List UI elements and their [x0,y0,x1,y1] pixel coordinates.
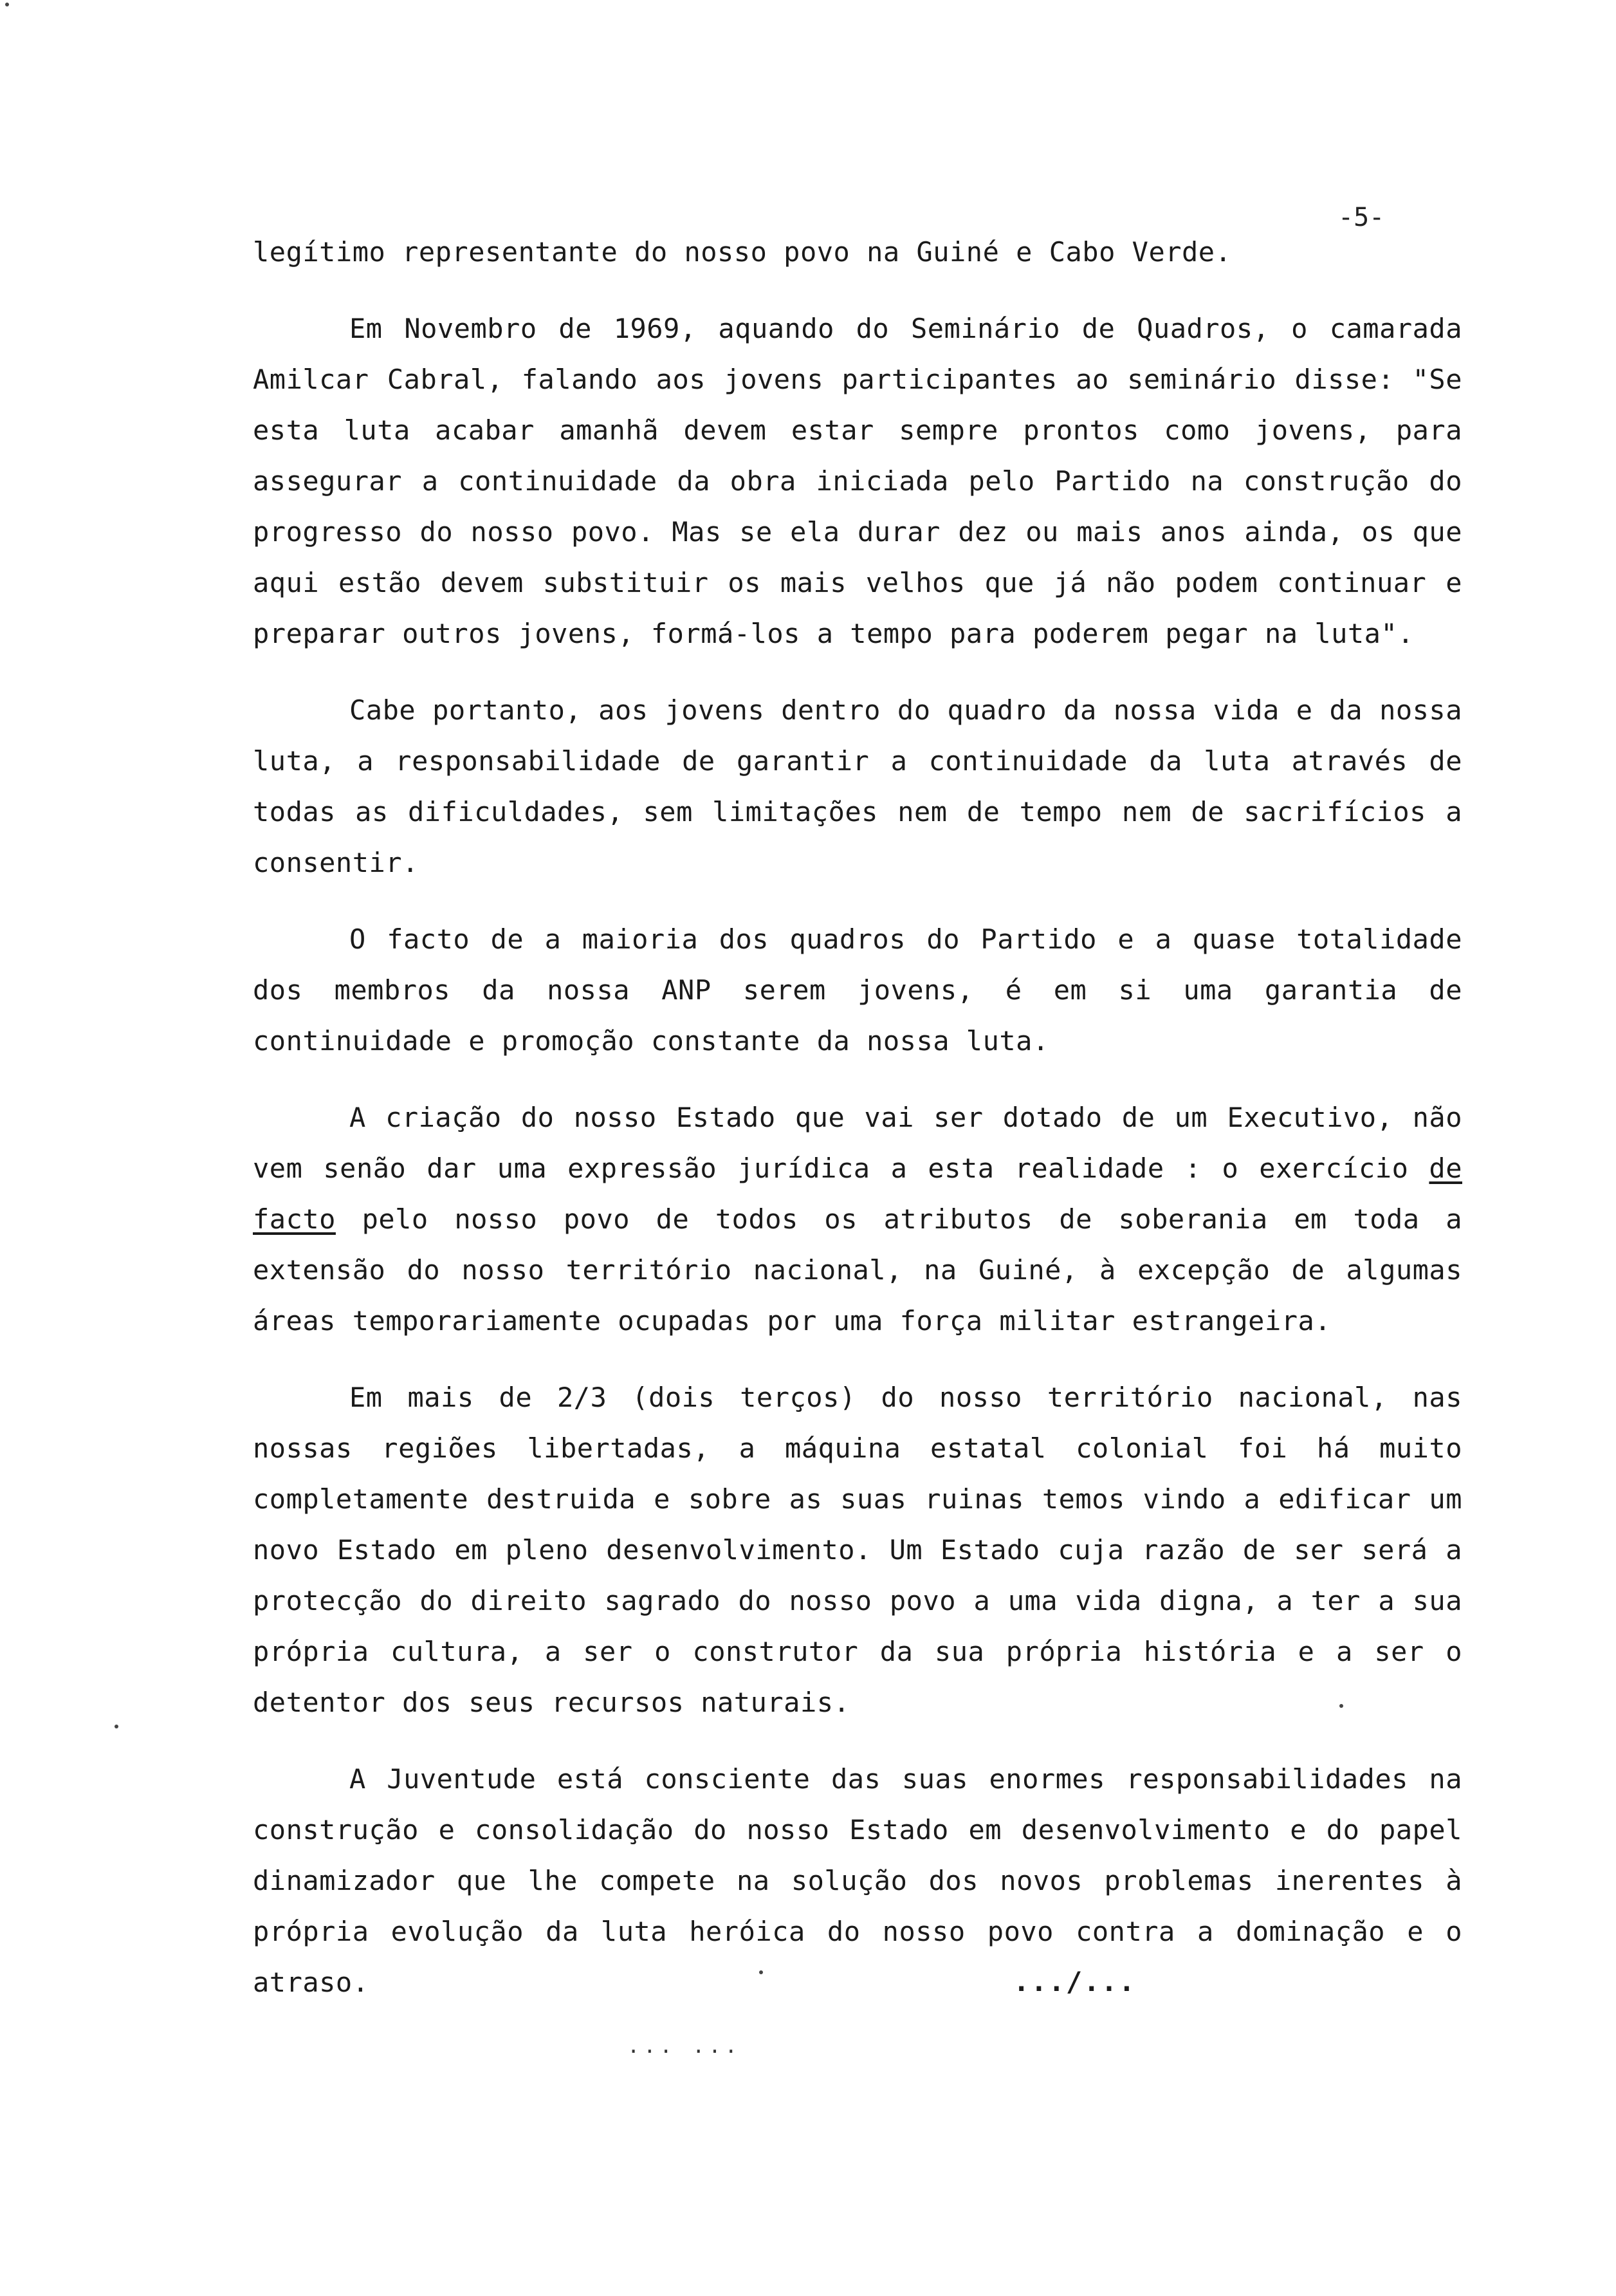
paragraph-estado [253,1092,1462,1346]
scan-speck [1339,1704,1343,1708]
scan-speck [5,3,9,6]
scan-speck [759,1970,763,1974]
paragraph-responsabilidade: Cabe portanto, aos jovens dentro do quadro da nossa vida e da nossa luta, a responsabilidade de garantir a continuidade da luta através de todas as dificuldades, sem limitações nem de tempo nem de sacrifícios a consentir. [253,694,1462,878]
scan-speck [115,1725,118,1728]
paragraph-juventude: A Juventude está consciente das suas enormes responsabilidades na construção e consolidação do nosso Estado em desenvolvimento e do papel dinamizador que lhe compete na solução dos novos problemas inerentes à própria evolução da luta heróica do nosso povo contra a dominação e o atraso. [253,1763,1462,1998]
stray-marks: ... ... [627,2033,741,2058]
paragraph-seminario: Em Novembro de 1969, aquando do Seminário de Quadros, o camarada Amilcar Cabral, falando aos jovens participantes ao seminário disse: "Se esta luta acabar amanhã devem estar sempre prontos como jovens, para assegurar a continuidade da obra iniciada pelo Partido na construção do progresso do nosso povo. Mas se ela durar dez ou mais anos ainda, os que aqui estão devem substituir os mais velhos que já não podem continuar e preparar outros jovens, formá-los a tempo para poderem pegar na luta". [253,313,1462,649]
paragraph-opening: legítimo representante do nosso povo na Guiné e Cabo Verde. [253,236,1232,268]
paragraph-estado-underlined-term: de facto [253,1153,1462,1235]
paragraph-regioes-libertadas: Em mais de 2/3 (dois terços) do nosso território nacional, nas nossas regiões libertadas, a máquina estatal colonial foi há muito completamente destruida e sobre as suas ruinas temos vindo a edificar um novo Estado em pleno desenvolvimento. Um Estado cuja razão de ser será a protecção do direito sagrado do nosso povo a uma vida digna, a ter a sua própria cultura, a ser o construtor da sua própria história e a ser o detentor dos seus recursos naturais. [253,1382,1462,1718]
paragraph-quadros: O facto de a maioria dos quadros do Partido e a quase totalidade dos membros da nossa ANP serem jovens, é em si uma garantia de continuidade e promoção constante da nossa luta. [253,923,1462,1057]
paragraph-estado-text-before: A criação do nosso Estado que vai ser dotado de um Executivo, não vem senão dar uma expressão jurídica a esta realidade : o exercício [253,1102,1462,1184]
page-number: -5- [1338,203,1385,232]
continuation-marker: .../... [1013,1966,1137,1997]
paragraph-estado-text-after: pelo nosso povo de todos os atributos de soberania em toda a extensão do nosso território nacional, na Guiné, à excepção de algumas áreas temporariamente ocupadas por uma força militar estrangeira. [253,1203,1462,1337]
document-body [253,227,1462,2033]
